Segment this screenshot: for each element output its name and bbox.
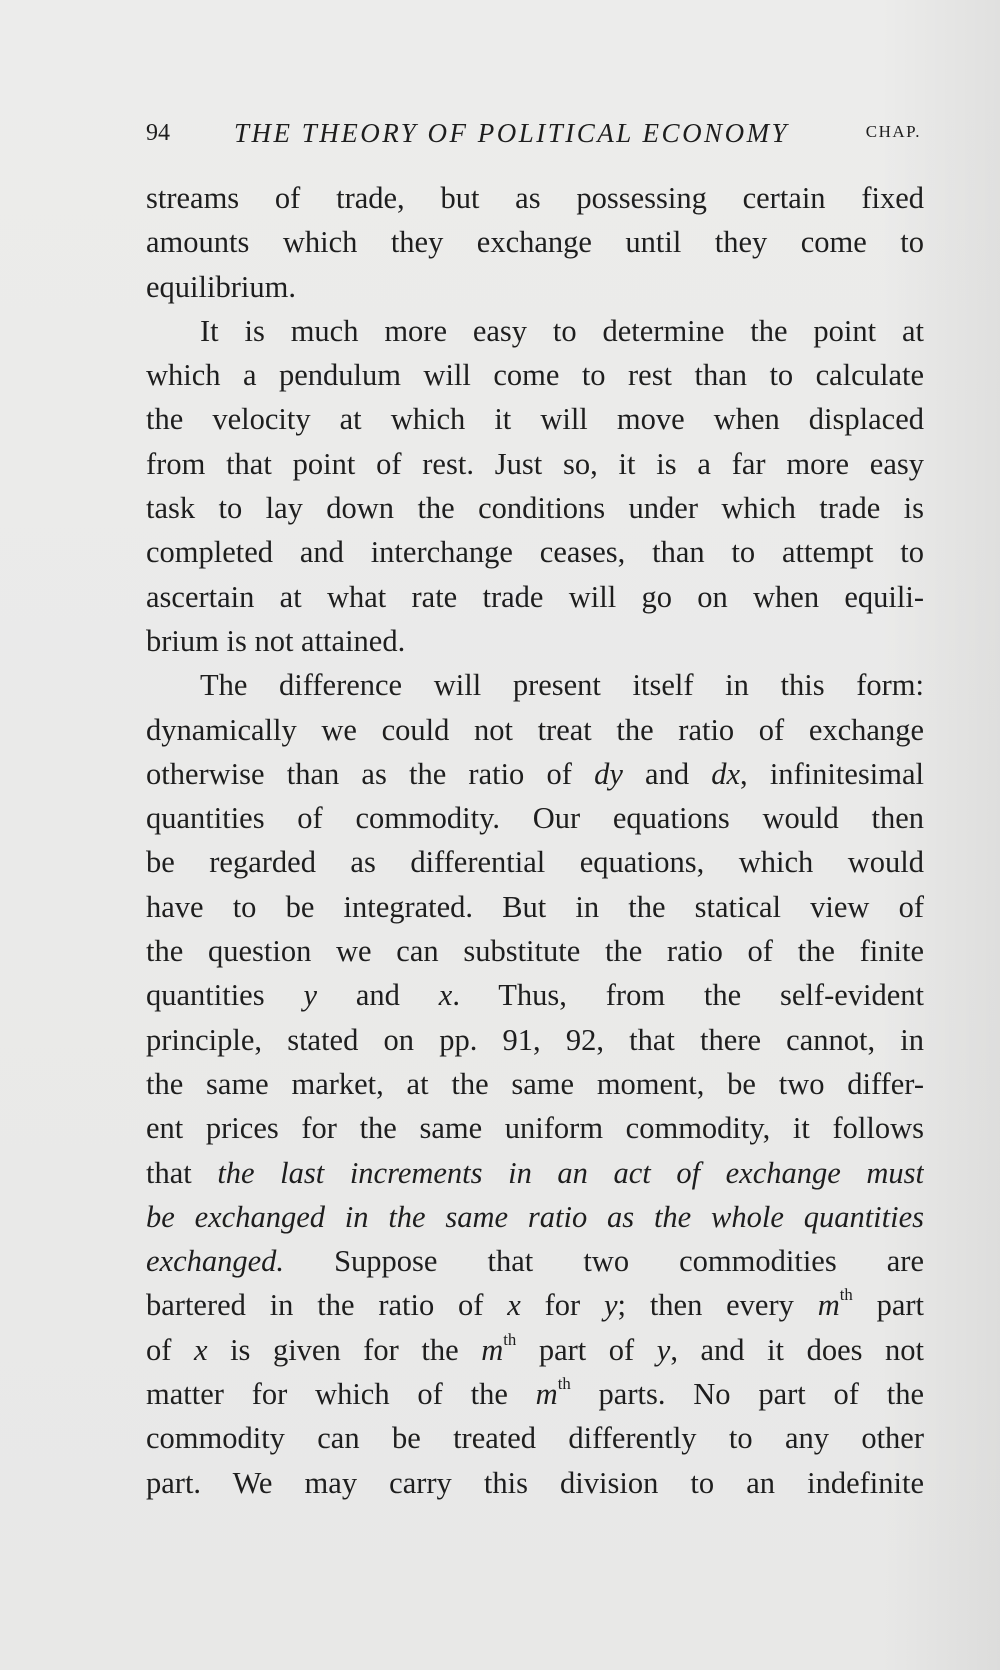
running-head: THE THEORY OF POLITICAL ECONOMY bbox=[234, 118, 790, 148]
text-line: be regarded as differential equations, which would bbox=[146, 845, 924, 880]
text-segment: x bbox=[438, 978, 453, 1013]
text-segment: for bbox=[520, 1288, 604, 1323]
text-line: from that point of rest. Just so, it is a far more easy bbox=[146, 446, 924, 481]
text-line bbox=[146, 1195, 924, 1239]
text-line: part. We may carry this division to an indefinite bbox=[146, 1465, 924, 1500]
text-segment: m bbox=[535, 1377, 558, 1412]
text-segment: x bbox=[507, 1288, 521, 1323]
text-line: quantities of commodity. Our equations would then bbox=[146, 801, 924, 836]
text-segment: , infinitesimal bbox=[740, 756, 924, 791]
text-segment: y bbox=[656, 1332, 671, 1367]
text-line: the same market, at the same moment, be two differ- bbox=[146, 1066, 924, 1101]
text-line bbox=[146, 973, 924, 1017]
text-segment: that bbox=[146, 1155, 218, 1190]
text-segment: Suppose that two commodities are bbox=[284, 1244, 924, 1279]
text-line: have to be integrated. But in the statical view of bbox=[146, 889, 924, 924]
text-segment: th bbox=[503, 1329, 517, 1349]
page-number: 94 bbox=[146, 120, 170, 146]
text-segment: be exchanged in the same ratio as the whole quantities bbox=[146, 1199, 924, 1234]
text-line: dynamically we could not treat the ratio of exchange bbox=[146, 712, 924, 747]
text-segment: part of bbox=[516, 1332, 657, 1367]
page-header bbox=[146, 118, 921, 158]
text-line: the question we can substitute the ratio of the finite bbox=[146, 934, 924, 969]
text-line: which a pendulum will come to rest than to calculate bbox=[146, 358, 924, 393]
text-segment: , and it does not bbox=[670, 1332, 924, 1367]
text-segment: m bbox=[817, 1288, 840, 1323]
text-line: equilibrium. bbox=[146, 269, 296, 304]
text-line bbox=[146, 1239, 924, 1283]
text-line: task to lay down the conditions under which trade is bbox=[146, 491, 924, 526]
text-segment: y bbox=[303, 978, 318, 1013]
text-line: ent prices for the same uniform commodity, it follows bbox=[146, 1111, 924, 1146]
text-line: It is much more easy to determine the point at bbox=[200, 313, 924, 348]
text-line: streams of trade, but as possessing certain fixed bbox=[146, 181, 924, 215]
text-segment: m bbox=[481, 1332, 504, 1367]
text-segment: otherwise than as the ratio of bbox=[146, 756, 595, 791]
text-line: commodity can be treated differently to any other bbox=[146, 1421, 924, 1456]
text-line: the velocity at which it will move when displaced bbox=[146, 402, 924, 437]
text-segment: and bbox=[317, 978, 439, 1013]
text-line bbox=[146, 1151, 924, 1195]
text-line: principle, stated on pp. 91, 92, that there cannot, in bbox=[146, 1022, 924, 1057]
text-line bbox=[146, 1283, 924, 1327]
text-line: ascertain at what rate trade will go on when equili- bbox=[146, 579, 924, 614]
text-line: completed and interchange ceases, than to attempt to bbox=[146, 535, 924, 570]
chapter-label: CHAP. bbox=[865, 122, 921, 141]
text-segment: quantities bbox=[146, 978, 304, 1013]
text-line bbox=[146, 1372, 924, 1416]
text-segment: x bbox=[193, 1332, 208, 1367]
text-line: amounts which they exchange until they come to bbox=[146, 225, 924, 260]
text-segment: is given for the bbox=[207, 1332, 482, 1367]
text-segment: part bbox=[852, 1288, 924, 1323]
text-segment: y bbox=[603, 1288, 618, 1323]
body-text bbox=[146, 176, 924, 1505]
text-segment: th bbox=[839, 1285, 853, 1305]
text-segment: th bbox=[557, 1373, 571, 1393]
text-segment: . Thus, from the self-evident bbox=[452, 978, 924, 1013]
text-line bbox=[146, 752, 924, 796]
text-line: brium is not attained. bbox=[146, 623, 406, 658]
text-line bbox=[146, 1328, 924, 1372]
text-segment: ; then every bbox=[617, 1288, 818, 1323]
text-line: The difference will present itself in this form: bbox=[200, 668, 924, 703]
text-segment: matter for which of the bbox=[146, 1377, 536, 1412]
text-segment: bartered in the ratio of bbox=[146, 1288, 508, 1323]
text-segment: of bbox=[146, 1332, 194, 1367]
text-segment: exchanged. bbox=[146, 1244, 285, 1279]
text-segment: the last increments in an act of exchange must bbox=[217, 1155, 924, 1190]
text-segment: and bbox=[622, 756, 712, 791]
text-segment: dy bbox=[594, 756, 623, 791]
text-segment: dx bbox=[711, 756, 741, 791]
text-segment: parts. No part of the bbox=[570, 1377, 924, 1412]
